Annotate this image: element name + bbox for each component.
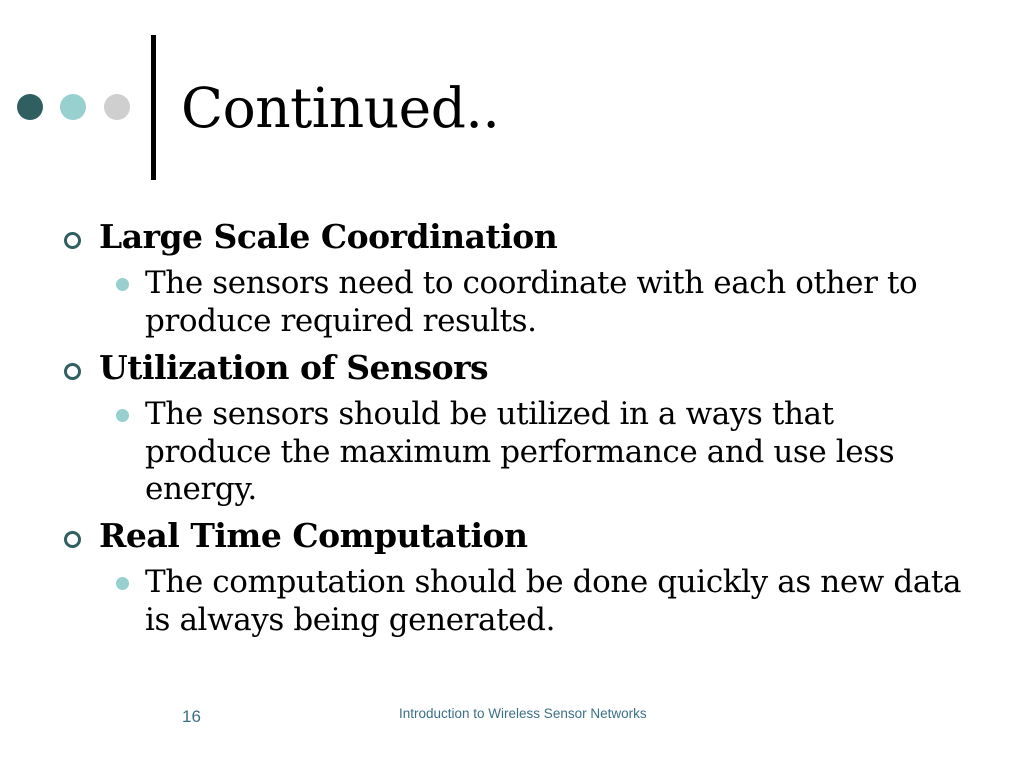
footer-title: Introduction to Wireless Sensor Networks [399,706,647,721]
page-number: 16 [182,707,201,726]
bullet-heading-1: Large Scale Coordination [99,217,558,256]
bullet-text-2: The sensors should be utilized in a ways that produce the maximum performance and use less energy. [145,396,895,507]
dot-bullet-icon [116,409,129,422]
dot-bullet-icon [116,577,129,590]
bullet-heading-2: Utilization of Sensors [99,348,489,387]
bullet-text-1: The sensors need to coordinate with each other to produce required results. [145,265,918,339]
ring-bullet-icon [64,531,81,548]
slide-title: Continued.. [181,76,500,140]
ring-bullet-icon [64,232,81,249]
dot-bullet-icon [116,278,129,291]
bullet-heading-3: Real Time Computation [99,516,528,555]
ring-bullet-icon [64,363,81,380]
bullet-text-3: The computation should be done quickly as new data is always being generated. [145,564,962,638]
